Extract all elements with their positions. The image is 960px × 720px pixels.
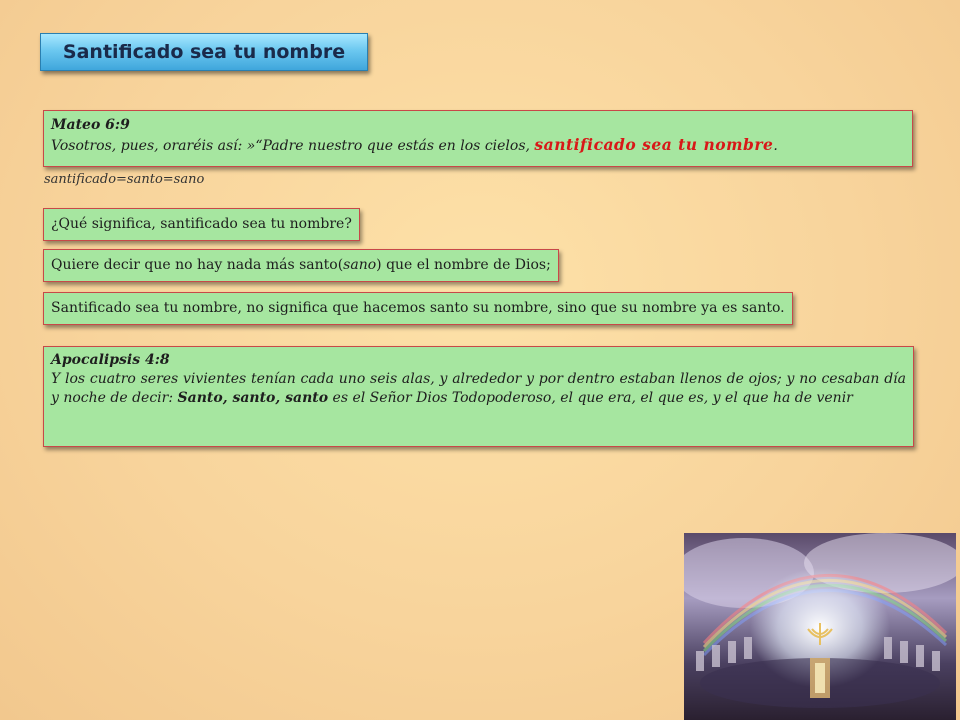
question-box: [43, 208, 360, 241]
title-banner: [40, 33, 368, 71]
heavenly-throne-image: [684, 533, 956, 720]
answer-before: Quiere decir que no hay nada más santo(: [51, 257, 344, 273]
mateo-verse-text: [51, 135, 905, 156]
apocalipsis-reference: Apocalipsis 4:8: [51, 352, 170, 368]
apocalipsis-verse-after: es el Señor Dios Todopoderoso, el que era, el que es, y el que ha de venir: [328, 390, 853, 406]
statement-box: [43, 292, 793, 325]
apocalipsis-verse-text: [51, 370, 906, 408]
question-text: ¿Qué significa, santificado sea tu nombre?: [51, 216, 352, 232]
apocalipsis-verse-before: Y los cuatro seres vivientes tenían cada uno seis alas, y alrededor y por dentro estaban llenos de ojos; y no cesaban día y noche de decir:: [51, 371, 906, 406]
answer-italic: sano: [343, 257, 377, 273]
page-title: Santificado sea tu nombre: [62, 41, 346, 63]
santificado-note: santificado=santo=sano: [44, 172, 205, 187]
apocalipsis-verse-box: [43, 346, 914, 447]
apocalipsis-verse-bold: Santo, santo, santo: [177, 390, 329, 406]
statement-text: Santificado sea tu nombre, no significa que hacemos santo su nombre, sino que su nombre ya es santo.: [51, 300, 785, 316]
mateo-verse-before: Vosotros, pues, oraréis así: »“Padre nuestro que estás en los cielos,: [51, 138, 535, 154]
answer-box: [43, 249, 559, 282]
mateo-verse-after: .: [773, 138, 778, 154]
answer-after: ) que el nombre de Dios;: [376, 257, 551, 273]
mateo-reference: Mateo 6:9: [51, 117, 130, 133]
mateo-verse-box: [43, 110, 913, 167]
mateo-verse-highlight: santificado sea tu nombre: [534, 135, 774, 154]
heavenly-throne-illustration: [684, 533, 956, 720]
